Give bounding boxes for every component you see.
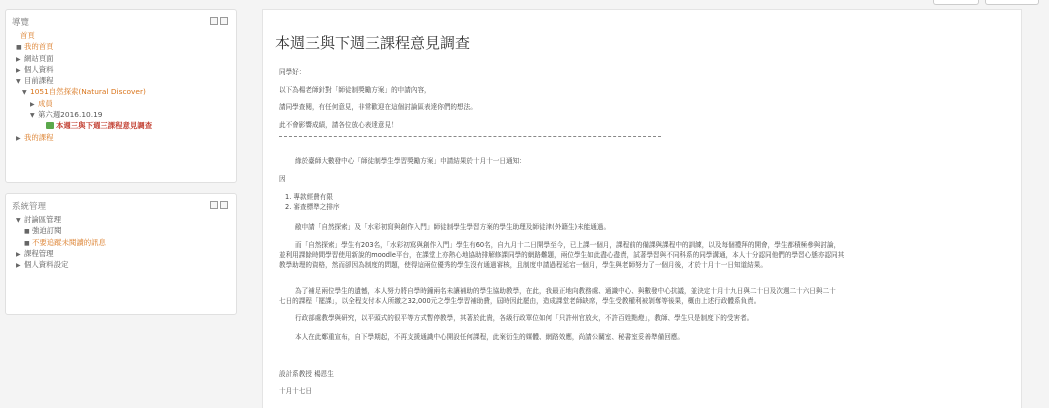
- administration-tree: [6, 212, 236, 276]
- tree-item-label: 討論區管理: [24, 215, 61, 224]
- paragraph: 此不會影響成績，請各位放心表達意見！: [279, 121, 398, 129]
- navigation-block-header: [6, 10, 236, 28]
- greeting: 同學好：: [279, 68, 306, 76]
- expand-arrow-icon: ▶: [16, 134, 21, 142]
- tree-item-label[interactable]: 我的課程: [24, 132, 54, 142]
- paragraph: 請同學查閱，有任何意見，非常歡迎在這個討論區表達你們的想法。: [279, 103, 477, 111]
- expand-arrow-icon: ▶: [16, 66, 21, 74]
- tree-item-label[interactable]: 成員: [38, 98, 53, 108]
- bullet-icon: ■: [24, 228, 30, 236]
- tree-item[interactable]: [12, 132, 230, 143]
- bullet-icon: ■: [24, 239, 30, 247]
- signature: 設計系教授 楊恩生: [279, 370, 334, 378]
- tree-item[interactable]: [12, 41, 230, 52]
- tree-item-label: 第六週2016.10.19: [38, 110, 103, 120]
- tree-item-label[interactable]: 1051自然探索(Natural Discover): [30, 87, 146, 97]
- paragraph: 教學助理的資格，然而卻因為制度的問題，使得這兩位優秀的學生沒有通過審核，且制度申請過程延宕一個月，學生與老師努力了一個月後，才於十月十一日知道結果。: [279, 261, 767, 269]
- administration-block-header: [6, 194, 236, 212]
- tree-item: [12, 109, 230, 120]
- page-title: 本週三與下週三課程意見調查: [275, 34, 471, 52]
- expand-arrow-icon: ▶: [30, 100, 35, 108]
- collapse-icon[interactable]: [210, 201, 218, 209]
- top-button-left[interactable]: [933, 0, 979, 5]
- list-item: 2. 審查標準之排序: [285, 203, 340, 211]
- paragraph: 七日的課程「罷課」，以全程支付本人所繳之32,000元之學生學習補助費，屆時因此罷由，造成課堂老師缺席，學生受教權利被剝奪等後果，概由上述行政體系負責。: [279, 297, 761, 305]
- paragraph: 因: [279, 175, 286, 183]
- tree-item: [12, 64, 230, 75]
- paragraph: 並利用課餘時間學習使用新說的moodle平台，在課堂上亦熱心地協助排解修課同學的網路難題，兩位學生如此盡心盡責，試著學習與不同科系的同學溝通，本人十分認同他們的學習心態亦認同其: [279, 251, 845, 259]
- tree-item-label: 目前課程: [24, 76, 54, 86]
- tree-item[interactable]: [12, 120, 230, 131]
- forum-post: [262, 9, 1022, 408]
- tree-item-label[interactable]: 本週三與下週三課程意見調查: [56, 121, 153, 131]
- tree-item-label[interactable]: 不要追蹤未閱讀的訊息: [32, 237, 106, 247]
- tree-item-label: 個人資料: [24, 64, 54, 74]
- tree-item: [12, 259, 230, 270]
- bullet-icon: ■: [16, 44, 22, 52]
- navigation-block: [5, 9, 237, 183]
- navigation-tree: [6, 28, 236, 149]
- paragraph: 敝申請「自然探索」及「水彩初寫與創作入門」師徒制學生學習方案的學生助理及師徒津(外籍生)未能通過。: [295, 223, 611, 231]
- tree-item: [12, 225, 230, 236]
- expand-arrow-icon: ▶: [16, 250, 21, 258]
- tree-item-label: 網站頁面: [24, 53, 54, 63]
- block-controls: [210, 201, 228, 209]
- tree-item: [12, 214, 230, 225]
- collapse-arrow-icon: ▼: [22, 89, 27, 97]
- top-button-right[interactable]: [985, 0, 1039, 5]
- paragraph: 本人在此鄭重宣布，自下學期起，不再支援通識中心開設任何課程，此案衍生的媒體、網路效應，尚請公關室、秘書室妥善準備回應。: [295, 333, 685, 341]
- expand-arrow-icon: ▶: [16, 55, 21, 63]
- paragraph: 行政部處教學與研究，以平頭式的很平等方式暫停教學，其著於此貴，各級行政單位如何「只許州官放火，不許百姓點燈」，教師、學生只是制度下的受害者。: [295, 314, 754, 322]
- tree-item[interactable]: [12, 30, 230, 41]
- tree-item-label: 課程管理: [24, 248, 54, 258]
- dock-icon[interactable]: [220, 201, 228, 209]
- administration-block: [5, 193, 237, 315]
- paragraph: 而「自然探索」學生有203名，「水彩初寫與創作入門」學生有60名，自九月十二日開學至今，已上課一個月，課程前的備課與課程中的訓練，以及每個禮拜的開會，學生都積極參與討論，: [295, 241, 841, 249]
- tree-item[interactable]: [12, 86, 230, 97]
- navigation-block-title: 導覽: [12, 18, 30, 28]
- tree-item: [12, 53, 230, 64]
- tree-item-label: 個人資料設定: [24, 260, 69, 270]
- top-buttons: [933, 0, 1039, 5]
- paragraph: 為了補足兩位學生的遺憾，本人努力將自學時鐘兩名未讓補助的學生協助教學，在此，我最正地向教務處、通識中心、與數發中心抗議，並決定十月十九日與二十日及次週二十六日與二十: [295, 287, 836, 295]
- paragraph: 以下為楊老師針對「師徒制獎勵方案」的申請內容，: [279, 86, 431, 94]
- collapse-arrow-icon: ▼: [16, 78, 21, 86]
- date: 十月十七日: [279, 387, 312, 395]
- tree-item: [12, 75, 230, 86]
- tree-item: [12, 248, 230, 259]
- expand-arrow-icon: ▶: [16, 262, 21, 270]
- tree-item[interactable]: [12, 237, 230, 248]
- tree-item-label: 強迫訂閱: [32, 226, 62, 236]
- divider: [279, 136, 661, 137]
- collapse-icon[interactable]: [210, 17, 218, 25]
- administration-block-title: 系統管理: [12, 202, 47, 212]
- tree-item-label[interactable]: 首頁: [20, 31, 35, 40]
- list-item: 1. 專款經費有限: [285, 193, 333, 201]
- collapse-arrow-icon: ▼: [30, 112, 35, 120]
- tree-item-label[interactable]: 我的首頁: [24, 42, 54, 52]
- forum-icon: [46, 122, 54, 129]
- collapse-arrow-icon: ▼: [16, 217, 21, 224]
- block-controls: [210, 17, 228, 25]
- dock-icon[interactable]: [220, 17, 228, 25]
- tree-item[interactable]: [12, 98, 230, 109]
- paragraph: 緣於臺師大數發中心「師徒制學生學習獎勵方案」申請結果於十月十一日通知：: [295, 157, 526, 165]
